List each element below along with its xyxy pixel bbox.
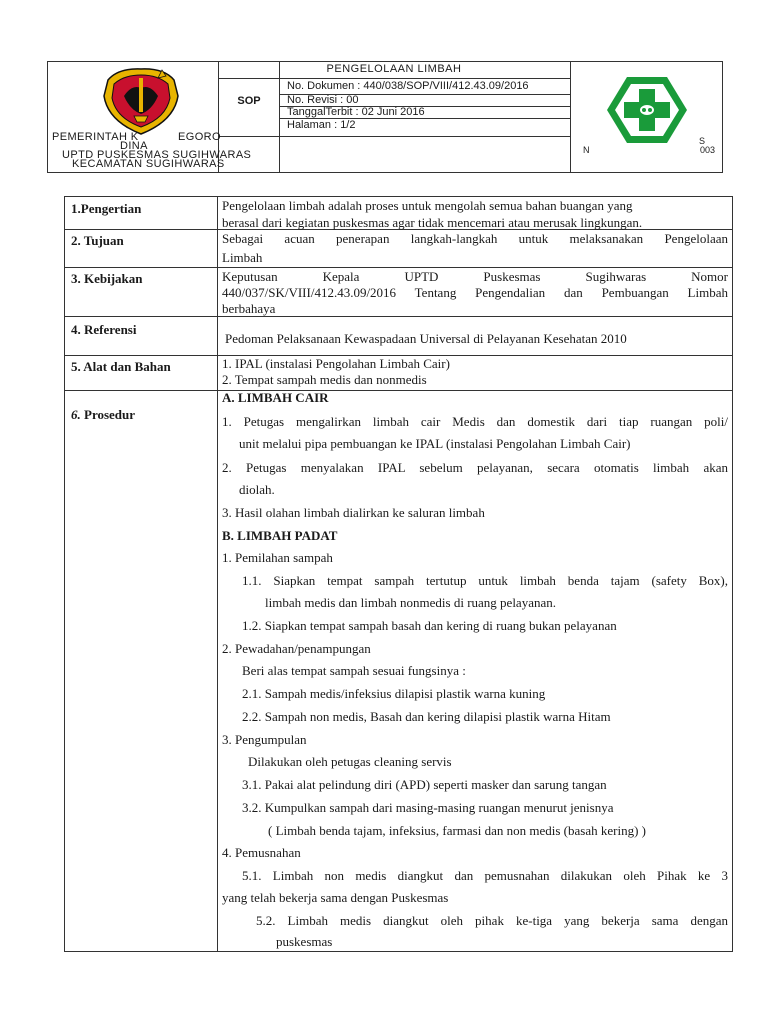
prosedur-line-a1: 1. Petugas mengalirkan limbah cair Medis dan domestik dari tiap ruangan poli/ xyxy=(222,414,728,429)
right-fragment-n: N xyxy=(583,145,590,155)
prosedur-line-b3: 3. Pengumpulan xyxy=(222,732,307,747)
alat-bahan-line-1: 1. IPAL (instalasi Pengolahan Limbah Cair) xyxy=(222,356,450,371)
prosedur-line-b3-2-cont: ( Limbah benda tajam, infeksius, farmasi dan non medis (basah kering) ) xyxy=(268,823,646,838)
kebijakan-label: 3. Kebijakan xyxy=(71,271,143,286)
tujuan-line-1: Sebagai acuan penerapan langkah-langkah untuk melaksanakan Pengelolaan xyxy=(222,231,728,246)
tujuan-line-2: Limbah xyxy=(222,250,263,265)
prosedur-line-a2-cont: diolah. xyxy=(239,482,275,497)
prosedur-label xyxy=(71,407,135,423)
prosedur-line-b2: 2. Pewadahan/penampungan xyxy=(222,641,371,656)
prosedur-line-b4-1: 5.1. Limbah non medis diangkut dan pemusnahan dilakukan oleh Pihak ke 3 xyxy=(242,868,728,883)
referensi-line-1: Pedoman Pelaksanaan Kewaspadaan Universal di Pelayanan Kesehatan 2010 xyxy=(225,331,627,346)
kebijakan-line-1: Keputusan Kepala UPTD Puskesmas Sugihwaras Nomor xyxy=(222,269,728,284)
kebijakan-line-2: 440/037/SK/VIII/412.43.09/2016 Tentang Pengendalian dan Pembuangan Limbah xyxy=(222,285,728,300)
prosedur-line-b2-intro: Beri alas tempat sampah sesuai fungsinya : xyxy=(242,663,466,678)
kebijakan-line-3: berbahaya xyxy=(222,301,276,316)
prosedur-line-b4-1-cont: yang telah bekerja sama dengan Puskesmas xyxy=(222,890,449,905)
prosedur-line-a2: 2. Petugas menyalakan IPAL sebelum pelayanan, secara otomatis limbah akan xyxy=(222,460,728,475)
prosedur-line-b1: 1. Pemilahan sampah xyxy=(222,550,333,565)
alat-bahan-line-2: 2. Tempat sampah medis dan nonmedis xyxy=(222,372,427,387)
prosedur-line-b3-1: 3.1. Pakai alat pelindung diri (APD) seperti masker dan sarung tangan xyxy=(242,777,607,792)
prosedur-line-b4-2: 5.2. Limbah medis diangkut oleh pihak ke-tiga yang bekerja sama dengan xyxy=(256,913,728,928)
sop-label: SOP xyxy=(237,95,261,107)
prosedur-line-b1-2: 1.2. Siapkan tempat sampah basah dan kering di ruang bukan pelayanan xyxy=(242,618,617,633)
prosedur-line-b1-1-cont: limbah medis dan limbah nonmedis di ruang pelayanan. xyxy=(265,595,556,610)
prosedur-heading-b: B. LIMBAH PADAT xyxy=(222,528,338,543)
logo-caption-line3: UPTD PUSKESMAS SUGIHWARAS xyxy=(62,149,252,161)
logo-caption-line4: KECAMATAN SUGIHWARAS xyxy=(72,158,225,170)
issue-date: TanggalTerbit : 02 Juni 2016 xyxy=(287,106,425,118)
revision-number: No. Revisi : 00 xyxy=(287,94,359,106)
right-fragment-s: S xyxy=(699,136,706,146)
document-title: PENGELOLAAN LIMBAH xyxy=(326,63,462,75)
prosedur-line-b4-2-cont: puskesmas xyxy=(276,934,333,949)
page-number: Halaman : 1/2 xyxy=(287,119,356,131)
pengertian-label: 1.Pengertian xyxy=(71,201,142,216)
prosedur-line-b4: 4. Pemusnahan xyxy=(222,845,301,860)
prosedur-label-number: 6. xyxy=(71,407,81,422)
prosedur-label-text: Prosedur xyxy=(80,407,136,422)
right-fragment-number: 003 xyxy=(700,145,716,155)
prosedur-line-b1-1: 1.1. Siapkan tempat sampah tertutup untuk limbah benda tajam (safety Box), xyxy=(242,573,728,588)
prosedur-line-b2-2: 2.2. Sampah non medis, Basah dan kering dilapisi plastik warna Hitam xyxy=(242,709,611,724)
pengertian-line-2: berasal dari kegiatan puskesmas agar tidak mencemari atau merusak lingkungan. xyxy=(222,215,643,230)
prosedur-line-b3-2: 3.2. Kumpulkan sampah dari masing-masing ruangan menurut jenisnya xyxy=(242,800,614,815)
alat-bahan-label: 5. Alat dan Bahan xyxy=(71,359,171,374)
puskesmas-logo xyxy=(607,75,687,145)
sop-content-table xyxy=(64,196,733,952)
prosedur-line-a3: 3. Hasil olahan limbah dialirkan ke saluran limbah xyxy=(222,505,485,520)
doc-number: No. Dokumen : 440/038/SOP/VIII/412.43.09/2016 xyxy=(287,80,529,92)
prosedur-line-b2-1: 2.1. Sampah medis/infeksius dilapisi plastik warna kuning xyxy=(242,686,546,701)
logo-caption-line2: DINA xyxy=(120,140,148,152)
prosedur-line-a1-cont: unit melalui pipa pembuangan ke IPAL (instalasi Pengolahan Limbah Cair) xyxy=(239,436,631,451)
referensi-label: 4. Referensi xyxy=(71,322,137,337)
logo-caption-line1-right: EGORO xyxy=(178,131,221,143)
prosedur-line-b3-intro: Dilakukan oleh petugas cleaning servis xyxy=(248,754,452,769)
logo-caption-line1-left: PEMERINTAH K xyxy=(52,131,139,143)
regency-logo xyxy=(96,66,186,138)
tujuan-label: 2. Tujuan xyxy=(71,233,124,248)
prosedur-heading-a: A. LIMBAH CAIR xyxy=(222,390,329,405)
pengertian-line-1: Pengelolaan limbah adalah proses untuk mengolah semua bahan buangan yang xyxy=(222,198,633,213)
document-header xyxy=(47,61,723,173)
